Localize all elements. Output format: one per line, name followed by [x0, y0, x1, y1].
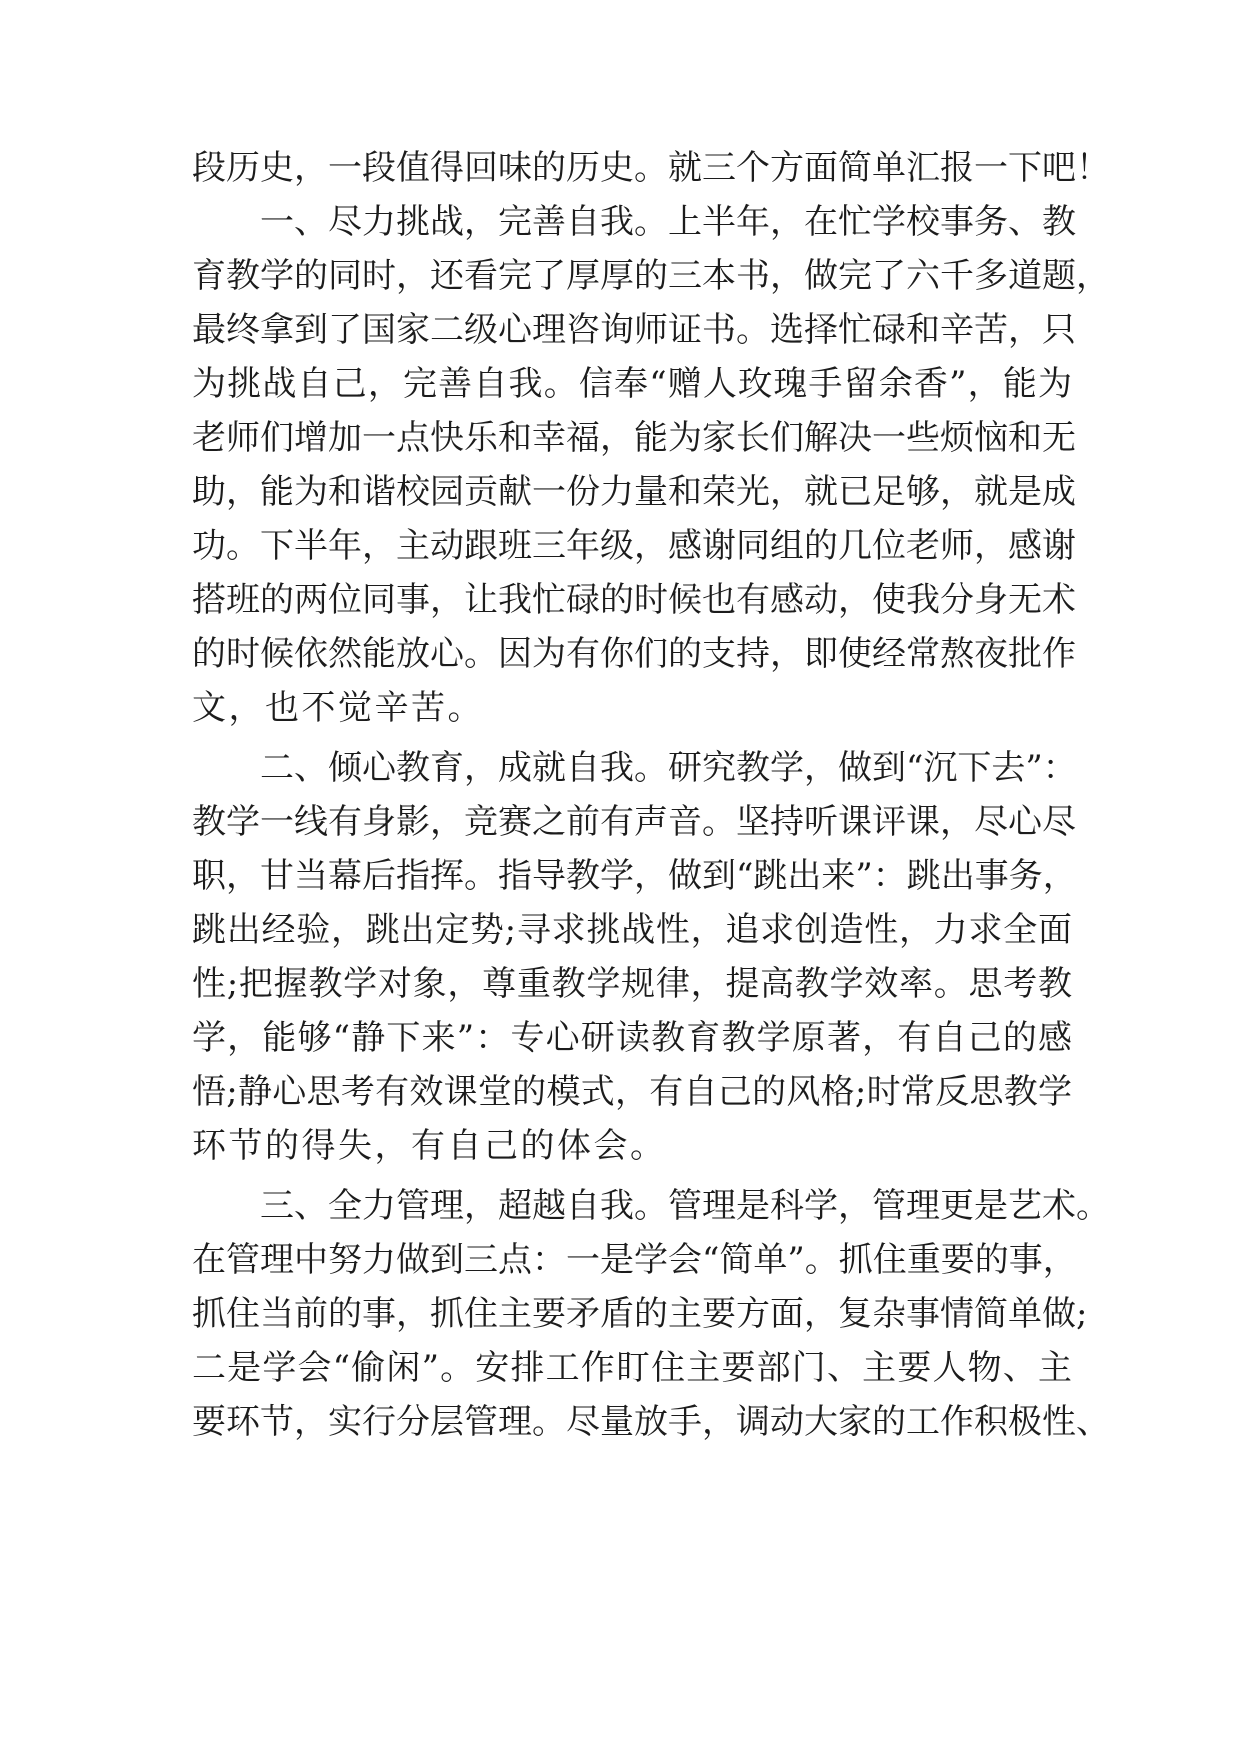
- paragraph-2-first-line: 二、倾心教育，成就自我。研究教学，做到“沉下去”：: [260, 748, 1077, 788]
- body-text-line: 功。下半年，主动跟班三年级，感谢同组的几位老师，感谢: [192, 526, 1076, 566]
- body-text-line: 要环节，实行分层管理。尽量放手，调动大家的工作积极性、: [192, 1402, 1110, 1442]
- body-text-line: 搭班的两位同事，让我忙碌的时候也有感动，使我分身无术: [192, 580, 1076, 620]
- body-text-line: 教学一线有身影，竞赛之前有声音。坚持听课评课，尽心尽: [192, 802, 1076, 842]
- body-text-line: 最终拿到了国家二级心理咨询师证书。选择忙碌和辛苦，只: [192, 310, 1076, 350]
- body-text-line: 抓住当前的事，抓住主要矛盾的主要方面，复杂事情简单做;: [192, 1294, 1088, 1334]
- body-text-line: 职，甘当幕后指挥。指导教学，做到“跳出来”：跳出事务，: [192, 856, 1077, 896]
- body-text-line: 悟;静心思考有效课堂的模式，有自己的风格;时常反思教学: [192, 1072, 1072, 1112]
- paragraph-1-last-line: 文，也不觉辛苦。: [192, 688, 484, 728]
- paragraph-3-first-line: 三、全力管理，超越自我。管理是科学，管理更是艺术。: [260, 1186, 1110, 1226]
- body-text-line: 助，能为和谐校园贡献一份力量和荣光，就已足够，就是成: [192, 472, 1076, 512]
- body-text-line: 老师们增加一点快乐和幸福，能为家长们解决一些烦恼和无: [192, 418, 1076, 458]
- body-text-line: 性;把握教学对象，尊重教学规律，提高教学效率。思考教: [192, 964, 1072, 1004]
- body-text-line: 的时候依然能放心。因为有你们的支持，即使经常熬夜批作: [192, 634, 1076, 674]
- paragraph-1-first-line: 一、尽力挑战，完善自我。上半年，在忙学校事务、教: [260, 202, 1076, 242]
- body-text-line: 为挑战自己，完善自我。信奉“赠人玫瑰手留余香”，能为: [192, 364, 1072, 404]
- body-text-line: 学，能够“静下来”：专心研读教育教学原著，有自己的感: [192, 1018, 1072, 1058]
- body-text-line: 在管理中努力做到三点：一是学会“简单”。抓住重要的事，: [192, 1240, 1077, 1280]
- paragraph-2-last-line: 环节的得失，有自己的体会。: [192, 1126, 667, 1166]
- body-text-line: 二是学会“偷闲”。安排工作盯住主要部门、主要人物、主: [192, 1348, 1072, 1388]
- body-text-line: 跳出经验，跳出定势;寻求挑战性，追求创造性，力求全面: [192, 910, 1072, 950]
- body-text-line: 段历史，一段值得回味的历史。就三个方面简单汇报一下吧！: [192, 148, 1110, 188]
- body-text-line: 育教学的同时，还看完了厚厚的三本书，做完了六千多道题，: [192, 256, 1110, 296]
